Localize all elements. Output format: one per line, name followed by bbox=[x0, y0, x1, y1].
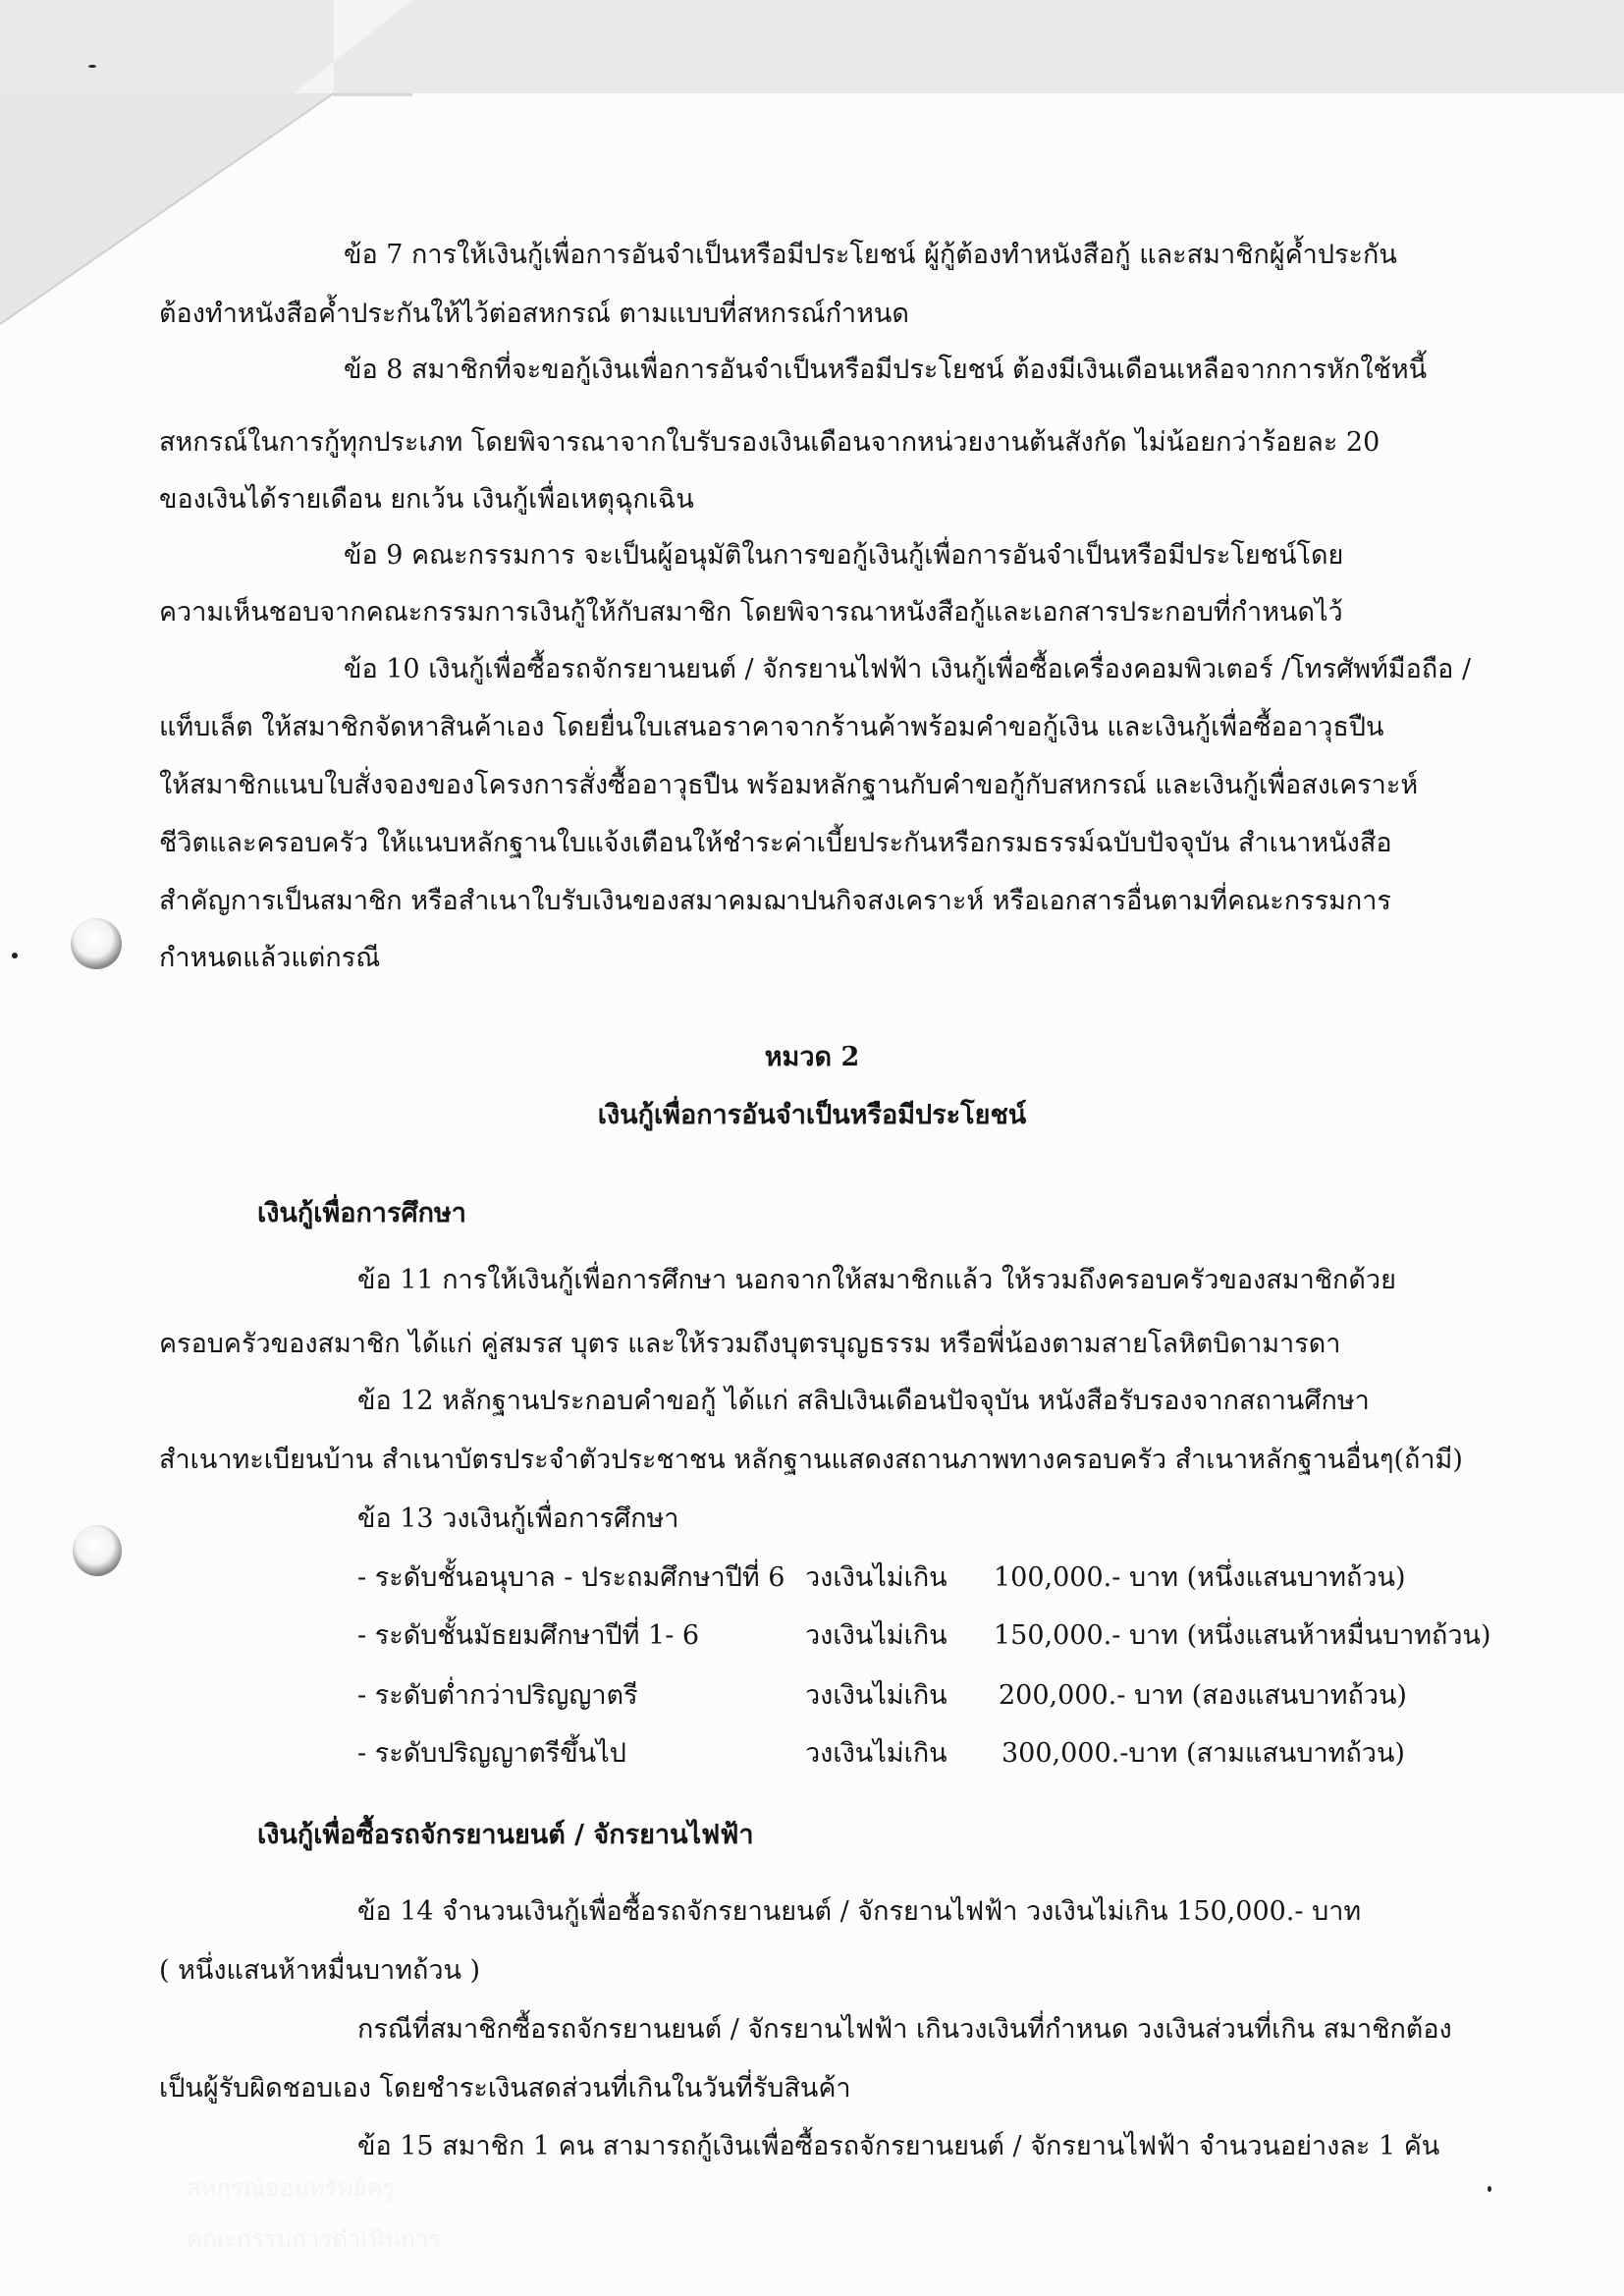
limit-amount: 300,000.-บาท (สามแสนบาทถ้วน) bbox=[1001, 1738, 1405, 1769]
clause-10-line-3: ให้สมาชิกแนบใบสั่งจองของโครงการสั่งซื้ออาวุธปืน พร้อมหลักฐานกับคำขอกู้กับสหกรณ์ และเงินกู้เพื่อสงเคราะห์ bbox=[159, 770, 1419, 800]
limit-level: - ระดับชั้นอนุบาล - ประถมศึกษาปีที่ 6 bbox=[357, 1562, 785, 1593]
limit-label: วงเงินไม่เกิน bbox=[805, 1562, 947, 1593]
section-subtitle: เงินกู้เพื่อการอันจำเป็นหรือมีประโยชน์ bbox=[597, 1100, 1027, 1130]
clause-7-line-2: ต้องทำหนังสือค้ำประกันให้ไว้ต่อสหกรณ์ ตามแบบที่สหกรณ์กำหนด bbox=[159, 299, 909, 329]
clause-12-line-2: สำเนาทะเบียนบ้าน สำเนาบัตรประจำตัวประชาชน หลักฐานแสดงสถานภาพทางครอบครัว สำเนาหลักฐานอื่นๆ(ถ้ามี) bbox=[159, 1445, 1463, 1475]
limit-level: - ระดับปริญญาตรีขึ้นไป bbox=[357, 1738, 626, 1769]
clause-11-line-1: ข้อ 11 การให้เงินกู้เพื่อการศึกษา นอกจากให้สมาชิกแล้ว ให้รวมถึงครอบครัวของสมาชิกด้วย bbox=[357, 1265, 1396, 1295]
clause-10-line-1: ข้อ 10 เงินกู้เพื่อซื้อรถจักรยานยนต์ / จักรยานไฟฟ้า เงินกู้เพื่อซื้อเครื่องคอมพิวเตอร์ /โทรศัพท์มือถือ / bbox=[344, 654, 1472, 684]
clause-14-line-2: ( หนึ่งแสนห้าหมื่นบาทถ้วน ) bbox=[159, 1955, 481, 1986]
clause-15: ข้อ 15 สมาชิก 1 คน สามารถกู้เงินเพื่อซื้อรถจักรยานยนต์ / จักรยานไฟฟ้า จำนวนอย่างละ 1 คัน bbox=[357, 2131, 1440, 2161]
folded-corner bbox=[0, 0, 412, 412]
section-title: หมวด 2 bbox=[764, 1042, 860, 1072]
clause-8-line-1: ข้อ 8 สมาชิกที่จะขอกู้เงินเพื่อการอันจำเป็นหรือมีประโยชน์ ต้องมีเงินเดือนเหลือจากการหักใช้หนี้ bbox=[344, 355, 1428, 385]
limit-amount: 100,000.- บาท (หนึ่งแสนบาทถ้วน) bbox=[994, 1562, 1406, 1593]
scan-speck bbox=[12, 953, 18, 958]
limit-label: วงเงินไม่เกิน bbox=[805, 1680, 947, 1711]
clause-10-line-5: สำคัญการเป็นสมาชิก หรือสำเนาใบรับเงินของสมาคมฌาปนกิจสงเคราะห์ หรือเอกสารอื่นตามที่คณะกรรมการ bbox=[159, 886, 1391, 916]
limit-label: วงเงินไม่เกิน bbox=[805, 1620, 947, 1651]
limit-amount: 150,000.- บาท (หนึ่งแสนห้าหมื่นบาทถ้วน) bbox=[994, 1620, 1491, 1651]
clause-10-line-2: แท็บเล็ต ให้สมาชิกจัดหาสินค้าเอง โดยยื่นใบเสนอราคาจากร้านค้าพร้อมคำขอกู้เงิน และเงินกู้เพื่อซื้ออาวุธปืน bbox=[159, 712, 1384, 742]
bleed-through-text: สหกรณ์ออมทรัพย์ครู bbox=[187, 2174, 396, 2202]
vehicle-case-line-2: เป็นผู้รับผิดชอบเอง โดยชำระเงินสดส่วนที่เกินในวันที่รับสินค้า bbox=[159, 2073, 851, 2104]
clause-10-line-6: กำหนดแล้วแต่กรณี bbox=[159, 943, 381, 973]
vehicle-heading: เงินกู้เพื่อซื้อรถจักรยานยนต์ / จักรยานไฟฟ้า bbox=[257, 1820, 754, 1850]
limit-amount: 200,000.- บาท (สองแสนบาทถ้วน) bbox=[999, 1680, 1407, 1711]
clause-7-line-1: ข้อ 7 การให้เงินกู้เพื่อการอันจำเป็นหรือมีประโยชน์ ผู้กู้ต้องทำหนังสือกู้ และสมาชิกผู้ค้ำประกัน bbox=[344, 240, 1397, 270]
clause-8-line-2: สหกรณ์ในการกู้ทุกประเภท โดยพิจารณาจากใบรับรองเงินเดือนจากหน่วยงานต้นสังกัด ไม่น้อยกว่าร้อยละ 20 bbox=[159, 427, 1380, 458]
vehicle-case-line-1: กรณีที่สมาชิกซื้อรถจักรยานยนต์ / จักรยานไฟฟ้า เกินวงเงินที่กำหนด วงเงินส่วนที่เกิน สมาชิกต้อง bbox=[357, 2014, 1452, 2045]
limit-level: - ระดับต่ำกว่าปริญญาตรี bbox=[357, 1680, 638, 1711]
education-heading: เงินกู้เพื่อการศึกษา bbox=[257, 1198, 466, 1229]
clause-8-line-3: ของเงินได้รายเดือน ยกเว้น เงินกู้เพื่อเหตุฉุกเฉิน bbox=[159, 484, 694, 515]
clause-13-heading: ข้อ 13 วงเงินกู้เพื่อการศึกษา bbox=[357, 1503, 679, 1534]
clause-9-line-1: ข้อ 9 คณะกรรมการ จะเป็นผู้อนุมัติในการขอกู้เงินกู้เพื่อการอันจำเป็นหรือมีประโยชน์โดย bbox=[344, 540, 1344, 571]
scan-mark bbox=[88, 65, 96, 68]
clause-14-line-1: ข้อ 14 จำนวนเงินกู้เพื่อซื้อรถจักรยานยนต์ / จักรยานไฟฟ้า วงเงินไม่เกิน 150,000.- บาท bbox=[357, 1896, 1362, 1927]
punch-hole-bottom bbox=[73, 1525, 122, 1576]
limit-label: วงเงินไม่เกิน bbox=[805, 1738, 947, 1769]
bleed-through-text: คณะกรรมการดำเนินการ bbox=[187, 2225, 442, 2253]
limit-level: - ระดับชั้นมัธยมศึกษาปีที่ 1- 6 bbox=[357, 1620, 700, 1651]
punch-hole-top bbox=[71, 918, 122, 969]
clause-10-line-4: ชีวิตและครอบครัว ให้แนบหลักฐานใบแจ้งเตือนให้ชำระค่าเบี้ยประกันหรือกรมธรรม์ฉบับปัจจุบัน สำเนาหนังสือ bbox=[159, 828, 1392, 858]
scan-speck bbox=[1488, 2186, 1491, 2192]
clause-12-line-1: ข้อ 12 หลักฐานประกอบคำขอกู้ ได้แก่ สลิปเงินเดือนปัจจุบัน หนังสือรับรองจากสถานศึกษา bbox=[357, 1386, 1370, 1416]
clause-11-line-2: ครอบครัวของสมาชิก ได้แก่ คู่สมรส บุตร และให้รวมถึงบุตรบุญธรรม หรือพี่น้องตามสายโลหิตบิดามารดา bbox=[159, 1329, 1341, 1359]
clause-9-line-2: ความเห็นชอบจากคณะกรรมการเงินกู้ให้กับสมาชิก โดยพิจารณาหนังสือกู้และเอกสารประกอบที่กำหนดไว้ bbox=[159, 597, 1343, 628]
